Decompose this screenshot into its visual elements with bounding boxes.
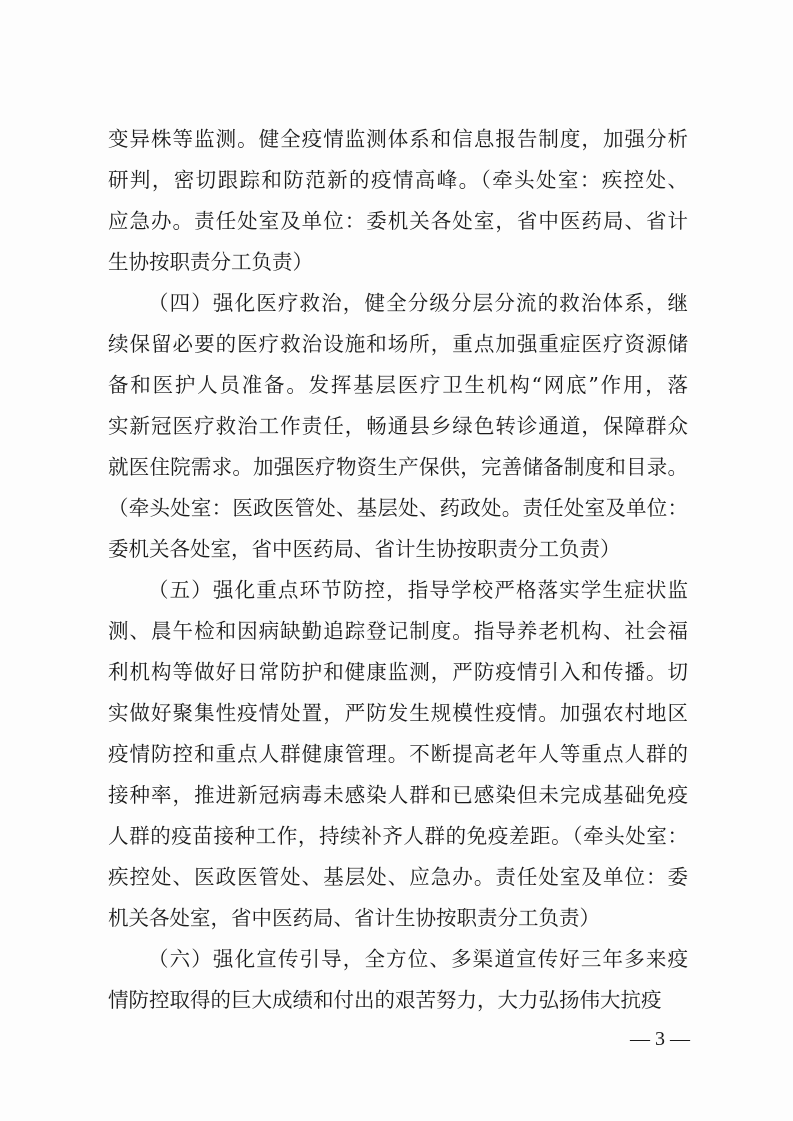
body-line: 测、晨午检和因病缺勤追踪登记制度。指导养老机构、社会福 xyxy=(108,619,688,643)
section-heading-line: （五）强化重点环节防控，指导学校严格落实学生症状监 xyxy=(148,578,688,602)
body-line: 应急办。责任处室及单位：委机关各处室，省中医药局、省计 xyxy=(108,209,688,233)
body-line: 委机关各处室，省中医药局、省计生协按职责分工负责） xyxy=(108,537,621,561)
body-line: 实新冠医疗救治工作责任，畅通县乡绿色转诊通道，保障群众 xyxy=(108,414,688,438)
body-line: 生协按职责分工负责） xyxy=(108,250,313,274)
body-line: 就医住院需求。加强医疗物资生产保供，完善储备制度和目录。 xyxy=(108,455,688,479)
body-line: 实做好聚集性疫情处置，严防发生规模性疫情。加强农村地区 xyxy=(108,701,688,725)
body-line: （牵头处室：医政医管处、基层处、药政处。责任处室及单位： xyxy=(108,496,688,520)
body-line: 备和医护人员准备。发挥基层医疗卫生机构“网底”作用，落 xyxy=(108,373,688,397)
body-line: 机关各处室，省中医药局、省计生协按职责分工负责） xyxy=(108,906,600,930)
body-line: 人群的疫苗接种工作，持续补齐人群的免疫差距。（牵头处室： xyxy=(108,824,688,848)
section-heading-line: （六）强化宣传引导，全方位、多渠道宣传好三年多来疫 xyxy=(148,947,688,971)
body-line: 研判，密切跟踪和防范新的疫情高峰。（牵头处室：疾控处、 xyxy=(108,168,688,192)
body-line: 疫情防控和重点人群健康管理。不断提高老年人等重点人群的 xyxy=(108,742,688,766)
body-line: 疾控处、医政医管处、基层处、应急办。责任处室及单位：委 xyxy=(108,865,688,889)
body-line: 变异株等监测。健全疫情监测体系和信息报告制度，加强分析 xyxy=(108,127,688,151)
body-line: 利机构等做好日常防护和健康监测，严防疫情引入和传播。切 xyxy=(108,660,688,684)
section-heading-line: （四）强化医疗救治，健全分级分层分流的救治体系，继 xyxy=(148,291,688,315)
body-line: 接种率，推进新冠病毒未感染人群和已感染但未完成基础免疫 xyxy=(108,783,688,807)
page-number: — 3 — xyxy=(630,1028,690,1050)
body-line: 续保留必要的医疗救治设施和场所，重点加强重症医疗资源储 xyxy=(108,332,688,356)
body-line: 情防控取得的巨大成绩和付出的艰苦努力，大力弘扬伟大抗疫 xyxy=(108,988,662,1012)
